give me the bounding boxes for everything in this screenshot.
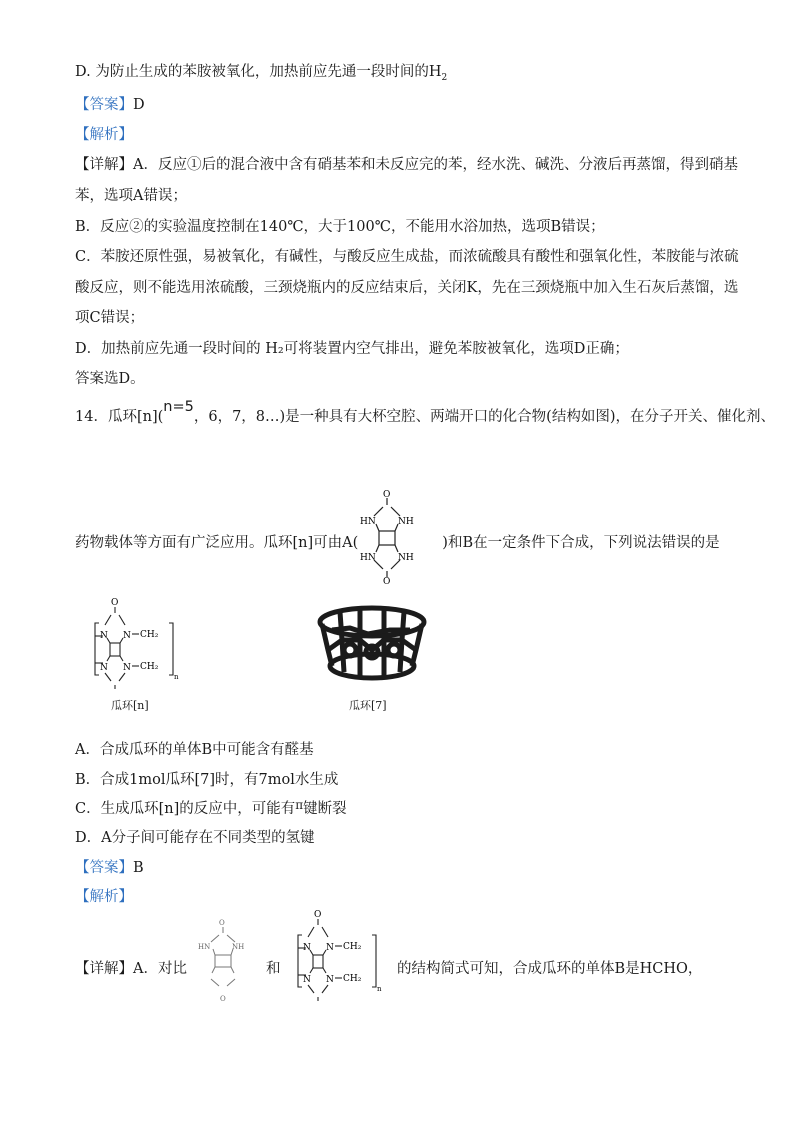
- ch2-label: CH₂: [140, 630, 159, 640]
- cucurbit-n-structure-detail: [288, 905, 398, 1005]
- pi-symbol: π: [295, 798, 304, 812]
- atom-n: N: [123, 631, 131, 641]
- atom-hn: HN: [360, 553, 376, 563]
- q14-stem-line1: [75, 399, 775, 426]
- cucurbit-n-structure: [85, 593, 195, 693]
- atom-n: N: [326, 975, 334, 985]
- atom-n: N: [123, 663, 131, 673]
- atom-n: N: [100, 631, 108, 641]
- atom-o: O: [383, 577, 391, 585]
- q13-answer: [75, 93, 145, 114]
- q14-analysis-label: 【解析】: [75, 889, 133, 905]
- h2-subscript: 2: [441, 72, 448, 83]
- q14-detail-a-and: 和: [266, 961, 281, 977]
- answer-value: D: [133, 97, 145, 113]
- cucurbit-n-caption: 瓜环[n]: [111, 699, 149, 712]
- atom-o: O: [219, 919, 225, 927]
- q14-option-a: A．合成瓜环的单体B中可能含有醛基: [75, 742, 314, 758]
- answer-label: 【答案】: [75, 860, 133, 876]
- q13-option-d: [75, 60, 447, 83]
- atom-n: N: [100, 663, 108, 673]
- q14-stem-part1: 14．瓜环[n](: [75, 409, 164, 425]
- answer-value: B: [133, 860, 144, 876]
- cucurbit-7-caption: 瓜环[7]: [349, 699, 387, 712]
- atom-hn: HN: [360, 517, 376, 527]
- q14-option-c: [75, 797, 347, 818]
- q14-detail-a-lead: [75, 957, 187, 978]
- atom-nh: NH: [398, 553, 414, 563]
- cucurbit-7-3d-model: [310, 600, 435, 685]
- ch2-label: CH₂: [343, 942, 362, 952]
- atom-o: O: [314, 910, 322, 920]
- atom-o: O: [220, 995, 226, 1003]
- q13-conclusion: 答案选D。: [75, 371, 145, 387]
- atom-n: N: [303, 943, 311, 953]
- q14-detail-a-tail: 的结构简式可知，合成瓜环的单体B是HCHO，: [397, 961, 703, 977]
- q14-option-c-part2: 键断裂: [303, 801, 347, 817]
- q13-detail-a-line2: 苯，选项A错误；: [75, 188, 187, 204]
- glycoluril-structure-faint: [195, 915, 255, 1005]
- atom-o: O: [383, 490, 391, 500]
- q14-stem-line2-part2: )和B在一定条件下合成，下列说法错误的是: [442, 535, 720, 551]
- q14-option-d: D．A分子间可能存在不同类型的氢键: [75, 830, 315, 846]
- q14-stem-part2: ，6，7，8…)是一种具有大杯空腔、两端开口的化合物(结构如图)，在分子开关、催化剂、: [193, 409, 775, 425]
- answer-label: 【答案】: [75, 97, 133, 113]
- q13-detail-c-line1: C．苯胺还原性强，易被氧化，有碱性，与酸反应生成盐，而浓硫酸具有酸性和强氧化性，苯胺能与浓硫: [75, 249, 739, 265]
- q13-detail-c-line2: 酸反应，则不能选用浓硫酸，三颈烧瓶内的反应结束后，关闭K，先在三颈烧瓶中加入生石灰后蒸馏，选: [75, 280, 739, 296]
- detail-a-text: A．反应①后的混合液中含有硝基苯和未反应完的苯，经水洗、碱洗、分液后再蒸馏，得到硝基: [133, 157, 738, 173]
- detail-a-compare: A．对比: [133, 961, 187, 977]
- q14-option-c-part1: C．生成瓜环[n]的反应中，可能有: [75, 801, 296, 817]
- q13-detail-d: D．加热前应先通一段时间的 H₂可将装置内空气排出，避免苯胺被氧化，选项D正确；: [75, 341, 629, 357]
- ch2-label: CH₂: [140, 662, 159, 672]
- q13-option-d-text: D. 为防止生成的苯胺被氧化，加热前应先通一段时间的H: [75, 64, 442, 80]
- q14-answer: [75, 856, 144, 877]
- ch2-label: CH₂: [343, 974, 362, 984]
- n-subscript: n: [174, 673, 179, 681]
- q14-option-b: B．合成1mol瓜环[7]时，有7mol水生成: [75, 772, 339, 788]
- atom-n: N: [326, 943, 334, 953]
- glycoluril-structure-a: [355, 485, 435, 585]
- q13-detail-c-line3: 项C错误；: [75, 310, 145, 326]
- q13-detail-b: B．反应②的实验温度控制在140℃，大于100℃，不能用水浴加热，选项B错误；: [75, 219, 605, 235]
- detail-label: 【详解】: [75, 961, 133, 977]
- atom-n: N: [303, 975, 311, 985]
- q14-stem-line2-part1: 药物载体等方面有广泛应用。瓜环[n]可由A(: [75, 535, 359, 551]
- detail-label: 【详解】: [75, 157, 133, 173]
- atom-hn: HN: [198, 943, 211, 951]
- n-subscript: n: [377, 985, 382, 993]
- atom-nh: NH: [232, 943, 245, 951]
- atom-nh: NH: [398, 517, 414, 527]
- atom-o: O: [111, 598, 119, 608]
- q14-stem-n: n=5: [163, 399, 194, 415]
- q13-detail-a-line1: [75, 153, 738, 174]
- q13-analysis-label: 【解析】: [75, 127, 133, 143]
